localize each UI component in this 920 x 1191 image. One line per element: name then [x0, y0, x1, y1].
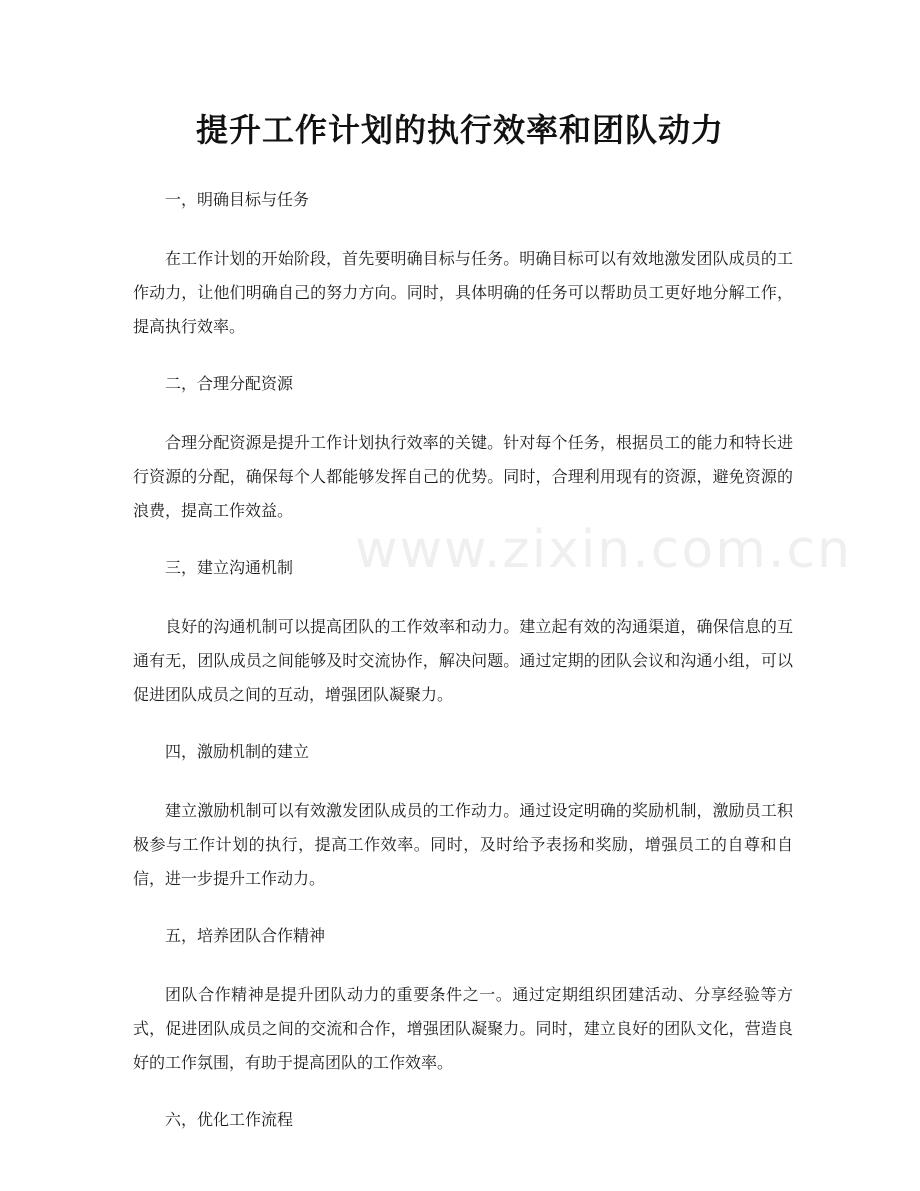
- section-paragraph-1: 在工作计划的开始阶段，首先要明确目标与任务。明确目标可以有效地激发团队成员的工作动力，让他们明确自己的努力方向。同时，具体明确的任务可以帮助员工更好地分解工作，提高执行效率。: [133, 249, 793, 336]
- section-paragraph-3: 良好的沟通机制可以提高团队的工作效率和动力。建立起有效的沟通渠道，确保信息的互通有无，团队成员之间能够及时交流协作，解决问题。通过定期的团队会议和沟通小组，可以促进团队成员之间的互动，增强团队凝聚力。: [133, 617, 793, 704]
- section-paragraph-5: 团队合作精神是提升团队动力的重要条件之一。通过定期组织团建活动、分享经验等方式，促进团队成员之间的交流和合作，增强团队凝聚力。同时，建立良好的团队文化，营造良好的工作氛围，有助于提高团队的工作效率。: [133, 985, 793, 1072]
- section-heading-4: 四，激励机制的建立: [165, 742, 310, 761]
- section-paragraph-4: 建立激励机制可以有效激发团队成员的工作动力。通过设定明确的奖励机制，激励员工积极参与工作计划的执行，提高工作效率。同时，及时给予表扬和奖励，增强员工的自尊和自信，进一步提升工作动力。: [133, 801, 793, 888]
- section-heading-3: 三，建立沟通机制: [165, 558, 294, 577]
- document-body: [133, 186, 793, 1162]
- section-heading-2: 二，合理分配资源: [165, 374, 294, 393]
- section-heading-5: 五，培养团队合作精神: [165, 926, 326, 945]
- section-heading-1: 一，明确目标与任务: [165, 190, 310, 209]
- page-title: 提升工作计划的执行效率和团队动力: [195, 111, 724, 149]
- section-paragraph-2: 合理分配资源是提升工作计划执行效率的关键。针对每个任务，根据员工的能力和特长进行资源的分配，确保每个人都能够发挥自己的优势。同时，合理利用现有的资源，避免资源的浪费，提高工作效益。: [133, 433, 793, 520]
- section-heading-6: 六，优化工作流程: [165, 1110, 294, 1129]
- watermark: www.zixin.com.cn: [355, 520, 852, 580]
